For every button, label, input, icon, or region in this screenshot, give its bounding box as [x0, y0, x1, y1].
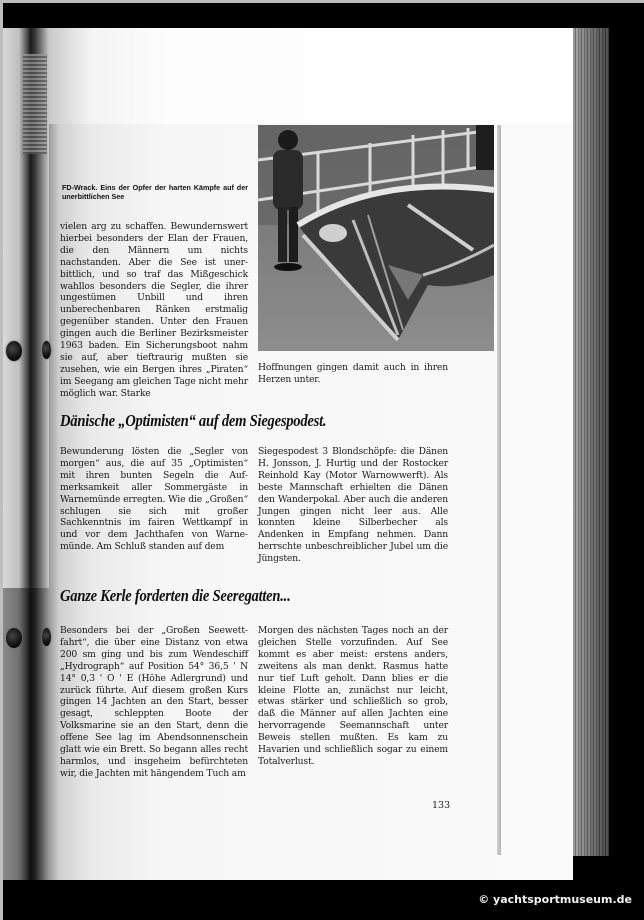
- optimisten-left-column: [60, 446, 248, 553]
- page-top-margin: [49, 28, 573, 124]
- punch-hole-icon: [6, 341, 22, 361]
- punch-hole-icon: [42, 628, 51, 646]
- previous-page-text-edge: [23, 54, 47, 154]
- body-paragraph: Siegespodest 3 Blondschöpfe: die Dänen H. Jonsson, J. Hurtig und der Rostocker Reinhold Kay (Motor Warnowwerft). Als beste Mannschaft erhielten die Dänen den Wanderpokal. Aber auch die anderen Jungen gingen nicht leer aus. Alle konnten kleine Silberbecher als Andenken in Empfang nehmen. Dann herrschte unbeschreiblicher Jubel um die Jüngsten.: [258, 446, 448, 565]
- wreck-photo: [258, 125, 494, 351]
- punch-hole-icon: [42, 341, 51, 359]
- previous-page-edge: [3, 28, 49, 880]
- body-paragraph: Besonders bei der „Großen Seewettfahrt“, die über eine Distanz von etwa 200 sm ging und bis zum Wendeschiff „Hydrograph“ auf Position 54° 36,5 ' N 14° 0,3 ' O ' E (Höhe Adlergrund) und zurück führte. Auf diesem großen Kurs gingen 14 Jachten an den Start, besser gesagt, schleppten Boote der Volksmarine sie an den Start, denn die offene See lag im Abendsonnenschein glatt wie ein Brett. So begann alles recht harmlos, und insgeheim befürchteten wir, die Jachten mit hängendem Tuch am: [60, 625, 248, 779]
- body-paragraph: Hoffnungen gingen damit auch in ihren Herzen unter.: [258, 362, 448, 385]
- person-legs: [476, 125, 494, 170]
- intro-left-column: [60, 221, 248, 400]
- scan-border-top: [0, 0, 644, 3]
- section-heading-optimisten: Dänische „Optimisten“ auf dem Siegespodest.: [60, 411, 327, 430]
- body-paragraph: vielen arg zu schaffen. Bewundernswert hierbei besonders der Elan der Frauen, die den Männern um nichts nachstanden. Aber die See ist unerbittlich, und so traf das Mißgeschick wahllos besonders die Segler, die ihrer ungestümen Unbill und ihren unberechenbaren Ränken erstmalig gegenüber standen. Unter den Frauen gingen auch die Berliner Bezirksmeister 1963 baden. Ein Sicherungsboot nahm sie auf, aber tieftraurig mußten sie zusehen, wie ein Bergen ihres „Piraten“ im Seegang am gleichen Tage nicht mehr möglich war. Starke: [60, 221, 248, 399]
- intro-right-column: [258, 362, 448, 386]
- page-stack-edge: [573, 28, 609, 856]
- photo-caption: FD-Wrack. Eins der Opfer der harten Kämpfe auf der unerbittlichen See: [62, 183, 248, 201]
- copyright-watermark: © yachtsportmuseum.de: [478, 893, 632, 906]
- wreck-photo-illustration: [258, 125, 494, 351]
- body-paragraph: Morgen des nächsten Tages noch an der gleichen Stelle vorzufinden. Auf See kommt es aber meist: erstens anders, zweitens als man denkt. Rasmus hatte nur tief Luft geholt. Dann blies er die kleine Flotte an, zunächst nur leicht, etwas stärker und schließlich so grob, daß die Männer auf allen Jachten eine hervorragende Seemannschaft unter Beweis stellen mußten. Es kam zu Havarien und schließlich sogar zu einem Totalverlust.: [258, 625, 448, 767]
- page-number: 133: [432, 800, 451, 811]
- seeregatten-left-column: [60, 625, 248, 780]
- punch-hole-icon: [6, 628, 22, 648]
- section-heading-seeregatten: Ganze Kerle forderten die Seeregatten...: [60, 586, 291, 605]
- body-paragraph: Bewunderung lösten die „Segler von morgen“ aus, die auf 35 „Optimisten“ mit ihren bunten Segeln die Aufmerksamkeit aller Sommergäste in Warnemünde erregten. Wie die „Großen“ schlugen sie sich mit großer Sachkenntnis im fairen Wettkampf in und vor dem Jachthafen von Warnemünde. Am Schluß standen auf dem: [60, 446, 248, 553]
- seeregatten-right-column: [258, 625, 448, 768]
- optimisten-right-column: [258, 446, 448, 565]
- page-inner-edge: [497, 125, 501, 855]
